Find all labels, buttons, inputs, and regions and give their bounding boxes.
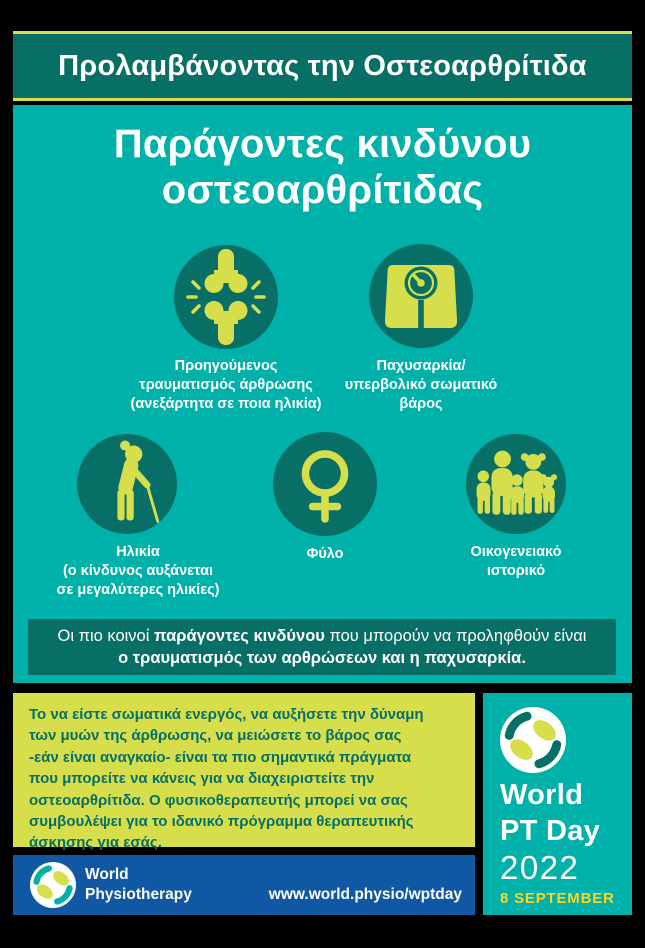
wpt-day-year: 2022 bbox=[500, 849, 580, 886]
key-message-box bbox=[28, 619, 616, 675]
world-pt-day-logo-icon bbox=[500, 707, 566, 773]
advice-box bbox=[13, 693, 475, 852]
footer-url: www.world.physio/wptday bbox=[268, 886, 462, 903]
header-title: Προλαμβάνοντας την Οστεοαρθρίτιδα bbox=[58, 49, 587, 82]
world-physiotherapy-logo-icon bbox=[30, 862, 76, 908]
risk-factor-label-obesity: Παχυσαρκία/ υπερβολικό σωματικό βάρος bbox=[344, 358, 498, 412]
key-message-text: Οι πιο κοινοί παράγοντες κινδύνου που μπορούν να προληφθούν είναι ο τραυματισμός των αρθρώσεων και η παχυσαρκία. bbox=[57, 627, 587, 667]
wpt-day-date: 8 SEPTEMBER bbox=[500, 890, 615, 907]
wpt-day-title: World PT Day bbox=[500, 779, 601, 847]
scale-icon bbox=[369, 244, 473, 348]
family-icon bbox=[466, 434, 566, 534]
advice-text: Το να είστε σωματικά ενεργός, να αυξήσετε την δύναμη των μυών της άρθρωσης, να μειώσετε το βάρος σας -εάν είναι αναγκαίο- είναι τα πιο σημαντικά πράγματα που μπορείτε να κάνεις για να διαχειριστείτε την οστεοαρθρίτιδα. Ο φυσικοθεραπευτής μπορεί να σας συμβουλέψει για το ιδανικό πρόγραμμα θεραπευτικής άσκησης για εσάς. bbox=[29, 706, 424, 852]
header-band bbox=[13, 31, 632, 101]
page-title: Παράγοντες κινδύνου οστεοαρθρίτιδας bbox=[113, 122, 532, 212]
risk-factor-label-family-history: Οικογενειακό ιστορικό bbox=[470, 544, 562, 579]
female-symbol-icon bbox=[273, 432, 377, 536]
risk-factor-label-age: Ηλικία (ο κίνδυνος αυξάνεται σε μεγαλύτερες ηλικίες) bbox=[56, 544, 220, 598]
org-name: World Physiotherapy bbox=[85, 866, 192, 903]
elderly-person-icon bbox=[77, 434, 177, 534]
joint-icon bbox=[174, 245, 278, 349]
risk-factor-label-injury: Προηγούμενος τραυματισμός άρθρωσης (ανεξάρτητα σε ποια ηλικία) bbox=[130, 358, 322, 412]
footer-bar bbox=[13, 855, 475, 915]
main-panel bbox=[13, 105, 632, 683]
risk-factor-label-sex: Φύλο bbox=[306, 546, 344, 562]
wpt-day-panel bbox=[483, 693, 632, 915]
